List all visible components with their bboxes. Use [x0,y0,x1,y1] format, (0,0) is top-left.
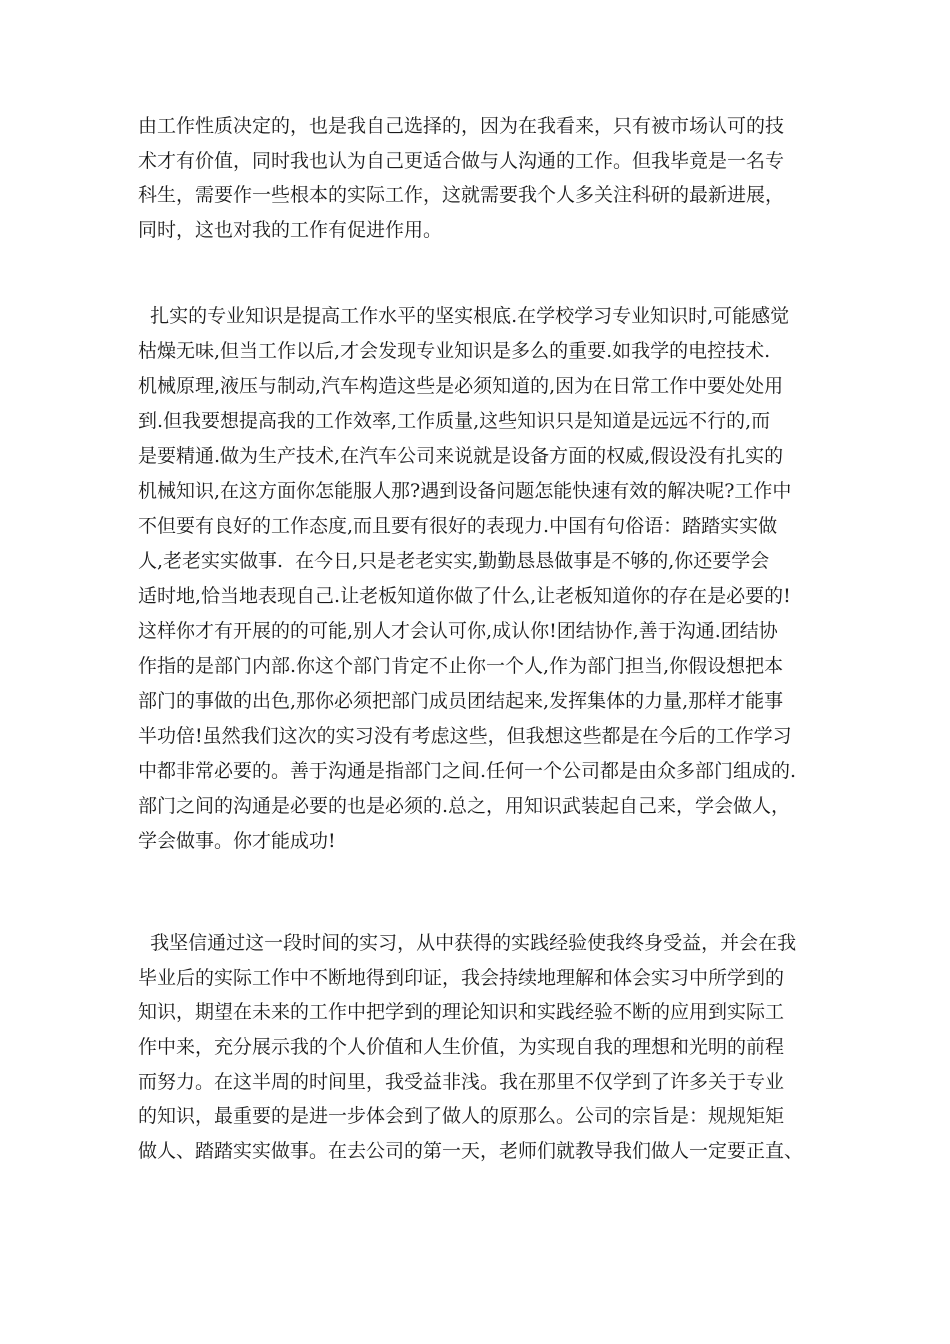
paragraph-3 [138,926,828,1169]
paragraph-1 [138,109,828,247]
paragraph-line: 这样你才有开展的的可能,别人才会认可你,成认你!团结协作,善于沟通.团结协 [138,620,778,642]
paragraph-line: 部门之间的沟通是必要的也是必须的.总之，用知识武装起自己来，学会做人， [138,795,791,817]
paragraph-line: 学会做事。你才能成功! [138,830,336,852]
paragraph-line: 而努力。在这半周的时间里，我受益非浅。我在那里不仅学到了许多关于专业 [138,1070,785,1093]
paragraph-line: 术才有价值，同时我也认为自己更适合做与人沟通的工作。但我毕竟是一名专 [138,149,785,172]
paragraph-line: 部门的事做的出色,那你必须把部门成员团结起来,发挥集体的力量,那样才能事 [138,690,784,712]
paragraph-2 [138,299,828,859]
paragraph-line: 半功倍!虽然我们这次的实习没有考虑这些，但我想这些都是在今后的工作学习 [138,725,792,747]
paragraph-line: 不但要有良好的工作态度,而且要有很好的表现力.中国有句俗语：踏踏实实做 [138,515,778,537]
paragraph-line: 的知识，最重要的是进一步体会到了做人的原那么。公司的宗旨是：规规矩矩 [138,1105,785,1128]
paragraph-line: 知识，期望在未来的工作中把学到的理论知识和实践经验不断的应用到实际工 [138,1001,785,1024]
paragraph-line: 扎实的专业知识是提高工作水平的坚实根底.在学校学习专业知识时,可能感觉 [138,305,790,327]
paragraph-line: 机械知识,在这方面你怎能服人那?遇到设备问题怎能快速有效的解决呢?工作中 [138,480,792,502]
paragraph-line: 人,老老实实做事. 在今日,只是老老实实,勤勤恳恳做事是不够的,你还要学会 [138,550,770,572]
paragraph-line: 适时地,恰当地表现自己.让老板知道你做了什么,让老板知道你的存在是必要的! [138,585,791,607]
paragraph-line: 作中来，充分展示我的个人价值和人生价值，为实现自我的理想和光明的前程 [138,1036,785,1059]
paragraph-line: 科生，需要作一些根本的实际工作，这就需要我个人多关注科研的最新进展， [138,184,785,206]
paragraph-line: 同时，这也对我的工作有促进作用。 [138,218,443,241]
paragraph-line: 机械原理,液压与制动,汽车构造这些是必须知道的,因为在日常工作中要处处用 [138,375,784,397]
paragraph-line: 枯燥无味,但当工作以后,才会发现专业知识是多么的重要.如我学的电控技术. [138,340,771,362]
paragraph-line: 我坚信通过这一段时间的实习，从中获得的实践经验使我终身受益，并会在我 [138,932,797,954]
paragraph-line: 由工作性质决定的，也是我自己选择的，因为在我看来，只有被市场认可的技 [138,115,785,137]
paragraph-line: 中都非常必要的。善于沟通是指部门之间.任何一个公司都是由众多部门组成的. [138,760,797,782]
paragraph-line: 毕业后的实际工作中不断地得到印证，我会持续地理解和体会实习中所学到的 [138,966,785,989]
paragraph-line: 做人、踏踏实实做事。在去公司的第一天，老师们就教导我们做人一定要正直、 [138,1140,804,1163]
paragraph-line: 到.但我要想提高我的工作效率,工作质量,这些知识只是知道是远远不行的,而 [138,410,771,432]
paragraph-line: 作指的是部门内部.你这个部门肯定不止你一个人,作为部门担当,你假设想把本 [138,655,784,677]
paragraph-line: 是要精通.做为生产技术,在汽车公司来说就是设备方面的权威,假设没有扎实的 [138,445,784,467]
